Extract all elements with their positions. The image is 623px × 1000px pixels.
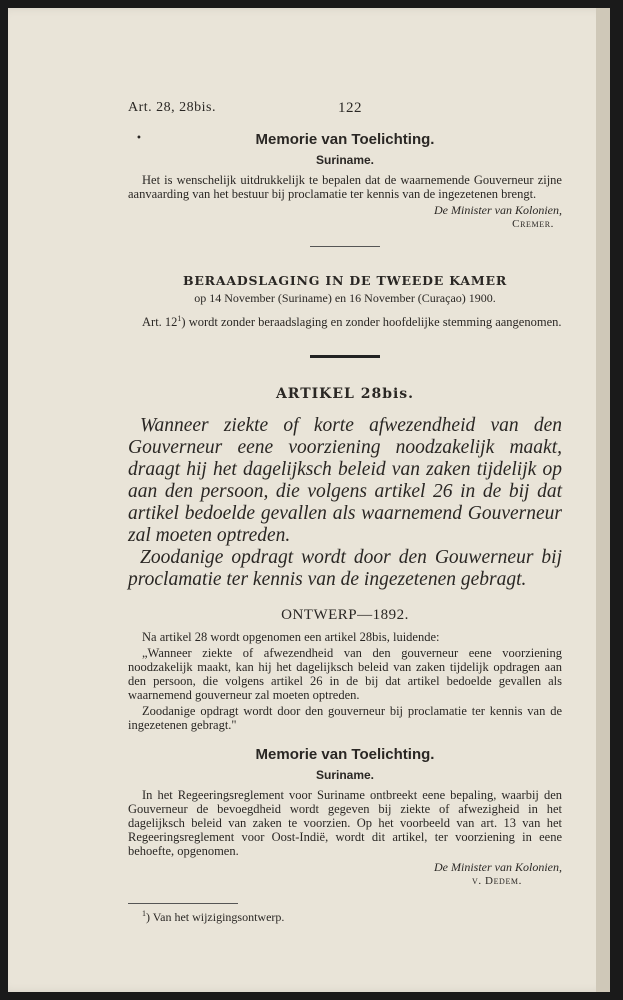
- memorie-subtitle-2: Suriname.: [315, 768, 375, 783]
- ontwerp-quote-1: „Wanneer ziekte of afwezendheid van den gouverneur eene voorziening noodzakelijk maakt, kan hij het dagelijksch beleid van zaken tijdelijk opdragen aan den persoon, die volgens artikel 26 in de bij dat artikel bedoelde gevallen als waarnemend gouverneur zal moeten optreden.: [128, 646, 562, 703]
- memorie-subtitle-1: Suriname.: [315, 153, 375, 167]
- running-header: [128, 100, 562, 117]
- artikel-text: [128, 415, 562, 591]
- beraadslaging-text-after: ) wordt zonder beraadslaging en zonder hoofdelijke stemming aangenomen.: [181, 315, 562, 330]
- page-number: 122: [338, 100, 362, 116]
- footnote-text: ) Van het wijzigingsontwerp.: [146, 910, 285, 925]
- ontwerp-heading: ONTWERP—1892.: [281, 607, 409, 624]
- section-divider-thin: [310, 246, 380, 247]
- footnote: [142, 909, 562, 925]
- artikel-paragraph-2: Zoodanige opdragt wordt door den Gouwerneur bij proclamatie ter kennis van de ingezetenen gebragt.: [128, 547, 562, 591]
- footnote-divider: [128, 903, 238, 904]
- beraadslaging-paragraph: [128, 312, 562, 329]
- book-page: [8, 8, 610, 992]
- signatory-name-1: Cremer.: [512, 218, 554, 230]
- page-content: [128, 100, 562, 925]
- ontwerp-quote-2: Zoodanige opdragt wordt door den gouverneur bij proclamatie ter kennis van de ingezetenen gebragt.": [128, 704, 562, 733]
- artikel-paragraph-1: Wanneer ziekte of korte afwezendheid van den Gouverneur eene voorziening noodzakelijk maakt, draagt hij het dagelijksch beleid van zaken tijdelijk op aan den persoon, die volgens artikel 26 in de bij dat artikel bedoelde gevallen als waarnemend Gouverneur zal moeten optreden.: [128, 415, 562, 547]
- memorie-title-1: Memorie van Toelichting.: [255, 131, 435, 148]
- memorie-title-2: Memorie van Toelichting.: [255, 746, 435, 764]
- beraadslaging-heading: BERAADSLAGING IN DE TWEEDE KAMER: [182, 273, 508, 288]
- memorie-paragraph-1: Het is wenschelijk uitdrukkelijk te bepalen dat de waarnemende Gouverneur zijne aanvaarding van het bestuur bij proclamatie ter kennis van de ingezetenen brengt.: [128, 173, 562, 201]
- beraadslaging-date: op 14 November (Suriname) en 16 November (Curaçao) 1900.: [194, 291, 496, 305]
- artikel-heading: ARTIKEL 28bis.: [275, 386, 415, 403]
- article-reference: Art. 28, 28bis.: [128, 100, 216, 115]
- ontwerp-intro: Na artikel 28 wordt opgenomen een artikel 28bis, luidende:: [142, 630, 440, 645]
- footnote-reference: 1: [177, 314, 182, 323]
- signatory-name-2: v. Dedem.: [471, 875, 522, 888]
- signatory-title-2: De Minister van Kolonien,: [434, 860, 562, 875]
- memorie-paragraph-2: In het Regeeringsreglement voor Suriname ontbreekt eene bepaling, waarbij den Gouverneur de bevoegdheid wordt gegeven bij ziekte of afwezigheid in het dagelijksch beleid van zaken te voorzien. Op het voorbeeld van art. 13 van het Regeeringsreglement voor Oost-Indië, wordt dit artikel, ter voorziening in eene behoefte, opgenomen.: [128, 788, 562, 859]
- beraadslaging-text-before: Art. 12: [142, 315, 178, 330]
- bullet-mark: •: [136, 133, 142, 144]
- footnote-mark: 1: [142, 909, 146, 919]
- signatory-title-1: De Minister van Kolonien,: [434, 203, 562, 217]
- section-divider-thick: [310, 355, 380, 358]
- page-edge-strip: [596, 8, 610, 992]
